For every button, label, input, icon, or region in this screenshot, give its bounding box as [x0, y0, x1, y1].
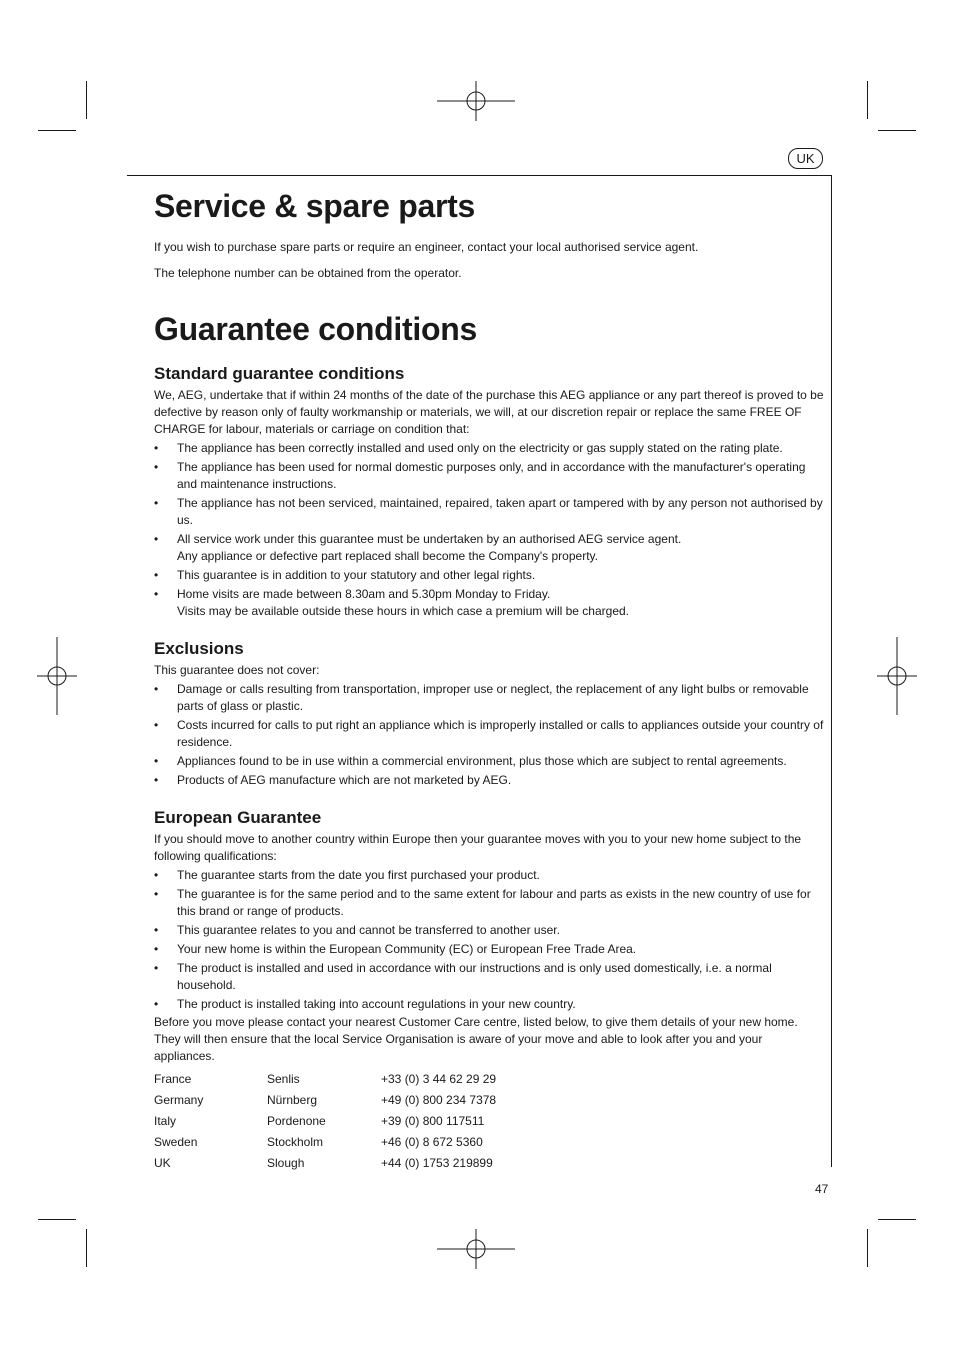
- page-number: 47: [815, 1182, 829, 1196]
- registration-mark: [437, 81, 515, 121]
- contact-phone: +44 (0) 1753 219899: [381, 1155, 493, 1170]
- list-item: • Products of AEG manufacture which are not marketed by AEG.: [154, 772, 824, 789]
- table-row: [154, 1069, 496, 1090]
- frame-right-rule: [831, 175, 832, 1167]
- section-heading-european: European Guarantee: [154, 807, 322, 827]
- list-item: • The guarantee starts from the date you first purchased your product.: [154, 867, 824, 884]
- crop-mark: [867, 1229, 868, 1267]
- service-paragraph: The telephone number can be obtained from the operator.: [154, 266, 462, 281]
- contact-city: Pordenone: [267, 1113, 326, 1128]
- table-row: [154, 1132, 496, 1153]
- list-item: • Your new home is within the European Community (EC) or European Free Trade Area.: [154, 941, 824, 958]
- standard-conditions-list: [154, 440, 824, 620]
- list-item: • The appliance has not been serviced, maintained, repaired, taken apart or tampered with by any person not authorised by us.: [154, 495, 824, 529]
- crop-mark: [867, 81, 868, 119]
- european-outro: Before you move please contact your nearest Customer Care centre, listed below, to give them details of your new home. They will then ensure that the local Service Organisation is aware of your move and able to look after you and your appliances.: [154, 1014, 798, 1063]
- contact-country: France: [154, 1071, 192, 1086]
- contact-phone: +49 (0) 800 234 7378: [381, 1092, 497, 1107]
- list-item: • Costs incurred for calls to put right an appliance which is improperly installed or calls to appliances outside your country of residence.: [154, 717, 824, 751]
- page-content: [154, 180, 824, 1174]
- list-item: • The product is installed and used in accordance with our instructions and is only used domestically, i.e. a normal household.: [154, 960, 824, 994]
- section-heading-exclusions: Exclusions: [154, 639, 244, 659]
- table-row: [154, 1153, 496, 1174]
- crop-mark: [86, 1229, 87, 1267]
- frame-top-rule: [127, 175, 832, 176]
- crop-mark: [38, 1219, 76, 1220]
- european-qualifications-list: [154, 867, 824, 1013]
- crop-mark: [878, 1219, 916, 1220]
- contact-country: Sweden: [154, 1134, 198, 1149]
- list-item: • Home visits are made between 8.30am and 5.30pm Monday to Friday. Visits may be available outside these hours in which case a premium will be charged.: [154, 586, 824, 620]
- contact-phone: +39 (0) 800 117511: [381, 1113, 485, 1128]
- registration-mark: [37, 637, 77, 715]
- crop-mark: [878, 130, 916, 131]
- registration-mark: [877, 637, 917, 715]
- list-item: • The appliance has been used for normal domestic purposes only, and in accordance with the manufacturer's operating and maintenance instructions.: [154, 459, 824, 493]
- contact-phone: +46 (0) 8 672 5360: [381, 1134, 483, 1149]
- list-item: • All service work under this guarantee must be undertaken by an authorised AEG service agent. Any appliance or defective part replaced shall become the Company's property.: [154, 531, 824, 565]
- contact-city: Slough: [267, 1155, 305, 1170]
- standard-intro: We, AEG, undertake that if within 24 months of the date of the purchase this AEG appliance or any part thereof is proved to be defective by reason only of faulty workmanship or materials, we will, at our discretion repair or replace the same FREE OF CHARGE for labour, materials or carriage on condition that:: [154, 388, 824, 437]
- list-item: • The product is installed taking into account regulations in your new country.: [154, 996, 824, 1013]
- contact-city: Nürnberg: [267, 1092, 318, 1107]
- contact-country: Germany: [154, 1092, 204, 1107]
- contact-country: UK: [154, 1155, 171, 1170]
- table-row: [154, 1111, 496, 1132]
- page-title-guarantee: Guarantee conditions: [154, 311, 477, 348]
- service-paragraph: If you wish to purchase spare parts or require an engineer, contact your local authorised service agent.: [154, 240, 699, 255]
- section-heading-standard: Standard guarantee conditions: [154, 363, 405, 383]
- crop-mark: [38, 130, 76, 131]
- crop-mark: [86, 81, 87, 119]
- page-title-service: Service & spare parts: [154, 188, 475, 224]
- contact-city: Stockholm: [267, 1134, 324, 1149]
- contact-country: Italy: [154, 1113, 177, 1128]
- european-intro: If you should move to another country within Europe then your guarantee moves with you to your new home subject to the following qualifications:: [154, 831, 802, 863]
- list-item: • Appliances found to be in use within a commercial environment, plus those which are subject to rental agreements.: [154, 753, 824, 770]
- list-item: • The appliance has been correctly installed and used only on the electricity or gas supply stated on the rating plate.: [154, 440, 824, 457]
- contact-phone: +33 (0) 3 44 62 29 29: [381, 1071, 497, 1086]
- language-badge: UK: [788, 148, 823, 169]
- registration-mark: [437, 1229, 515, 1269]
- list-item: • Damage or calls resulting from transportation, improper use or neglect, the replacement of any light bulbs or removable parts of glass or plastic.: [154, 681, 824, 715]
- exclusions-intro: This guarantee does not cover:: [154, 662, 320, 677]
- table-row: [154, 1090, 496, 1111]
- list-item: • This guarantee relates to you and cannot be transferred to another user.: [154, 922, 824, 939]
- exclusions-list: [154, 681, 824, 789]
- list-item: • The guarantee is for the same period and to the same extent for labour and parts as exists in the new country of use for this brand or range of products.: [154, 886, 824, 920]
- list-item: • This guarantee is in addition to your statutory and other legal rights.: [154, 567, 824, 584]
- customer-care-contacts-table: [154, 1069, 496, 1174]
- contact-city: Senlis: [267, 1071, 300, 1086]
